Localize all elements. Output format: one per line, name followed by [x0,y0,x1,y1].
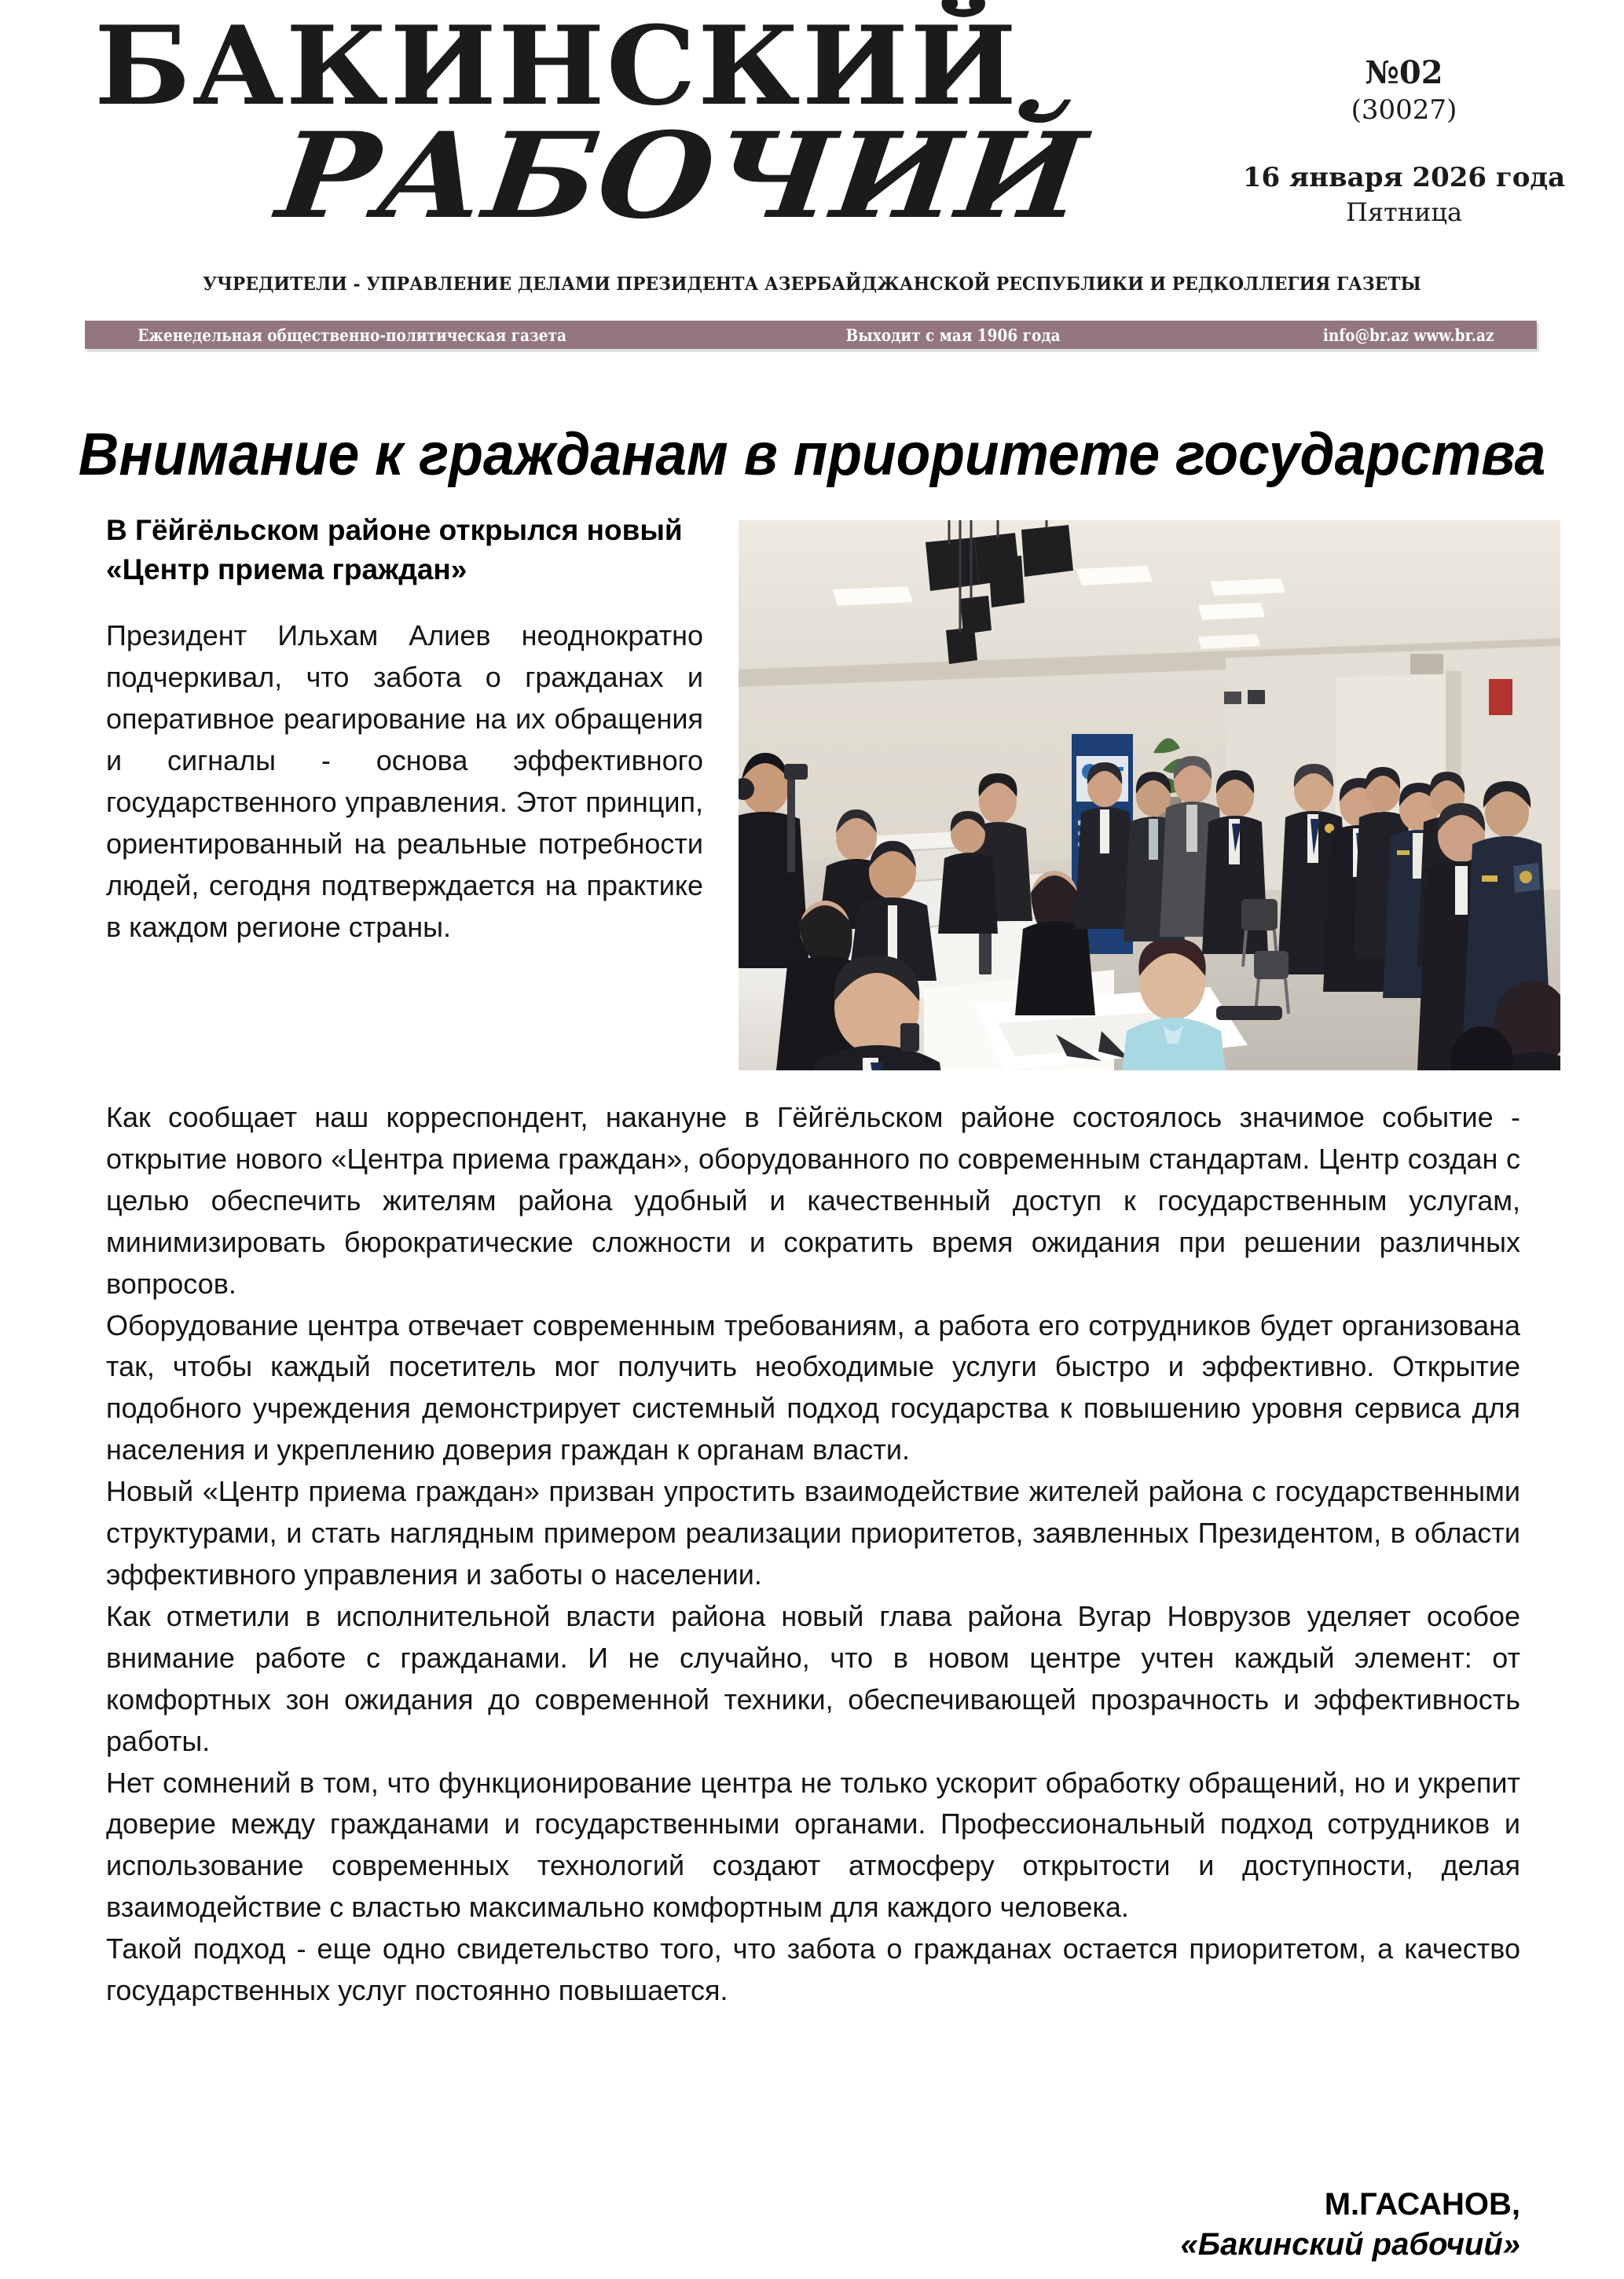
article-subhead: В Гёйгёльском районе открылся новый «Центр приема граждан» [106,514,683,585]
info-bar-contacts[interactable]: info@br.az www.br.az [1322,325,1494,345]
paragraph: Оборудование центра отвечает современным требованиям, а работа его сотрудников будет организована так, чтобы каждый посетитель мог получить необходимые услуги быстро и эффективно. Открытие подобного учреждения демонстрирует системный подход государства к повышению уровня сервиса для населения и укреплению доверия граждан к органам власти. [106,1308,1520,1466]
logo-line-bakinsky: БАКИНСКИЙ [94,2,1018,130]
founders-line: УЧРЕДИТЕЛИ - УПРАВЛЕНИЕ ДЕЛАМИ ПРЕЗИДЕНТА АЗЕРБАЙДЖАНСКОЙ РЕСПУБЛИКИ И РЕДКОЛЛЕГИЯ ГАЗЕТЫ [203,273,1421,295]
paragraph: Как сообщает наш корреспондент, накануне в Гёйгёльском районе состоялось значимое событие - открытие нового «Центра приема граждан», оборудованного по современным стандартам. Центр создан с целью обеспечить жителям района удобный и качественный доступ к государственным услугам, минимизировать бюрократические сложности и сократить время ожидания при решении различных вопросов. [106,1101,1520,1300]
newspaper-logo [94,2,1194,258]
masthead [0,0,1624,295]
info-bar-periodicity: Еженедельная общественно-политическая газета [137,325,566,345]
logo-line-rabochiy: РАБОЧИЙ [270,107,1092,246]
article-paragraphs [106,1061,1520,2012]
lede-paragraph: Президент Ильхам Алиев неоднократно подчеркивал, что забота о гражданах и оперативное реагирование на их обращения и сигналы - основа эффективного государственного управления. Этот принцип, ориентированный на реальные потребности людей, сегодня подтверждается на практике в каждом регионе страны. [106,619,703,943]
issue-info [1239,53,1569,229]
article-photo [739,520,1560,1070]
issue-serial-number: (30027) [1351,94,1457,126]
article-body [106,511,1520,2262]
byline-publication: «Бакинский рабочий» [1180,2227,1520,2262]
byline-author: М.ГАСАНОВ, [1324,2187,1520,2222]
info-bar [85,321,1537,349]
paragraph: Как отметили в исполнительной власти района новый глава района Вугар Новрузов уделяет особое внимание работе с гражданами. И не случайно, что в новом центре учтен каждый элемент: от комфортных зон ожидания до современной техники, обеспечивающей прозрачность и эффективность работы. [106,1599,1520,1757]
paragraph: Новый «Центр приема граждан» призван упростить взаимодействие жителей района с государственными структурами, и стать наглядным примером реализации приоритетов, заявленных Президентом, в области эффективного управления и заботы о населении. [106,1475,1520,1591]
photo-illustration [739,520,1560,1070]
issue-number: №02 [1365,54,1443,91]
issue-weekday: Пятница [1345,197,1463,228]
paragraph: Такой подход - еще одно свидетельство того, что забота о гражданах остается приоритетом, а качество государственных услуг постоянно повышается. [106,1932,1520,2007]
paragraph: Нет сомнений в том, что функционирование центра не только ускорит обработку обращений, но и укрепит доверие между гражданами и государственными органами. Профессиональный подход сотрудников и использование современных технологий создают атмосферу открытости и доступности, делая взаимодействие с властью максимально комфортным для каждого человека. [106,1766,1520,1924]
issue-date: 16 января 2026 года [1242,162,1566,194]
lede-row [106,511,1520,1061]
byline [1181,2185,1521,2265]
lede-column [106,511,703,948]
page-title: Внимание к гражданам в приоритете государства [78,420,1546,488]
info-bar-since: Выходит с мая 1906 года [845,325,1061,345]
